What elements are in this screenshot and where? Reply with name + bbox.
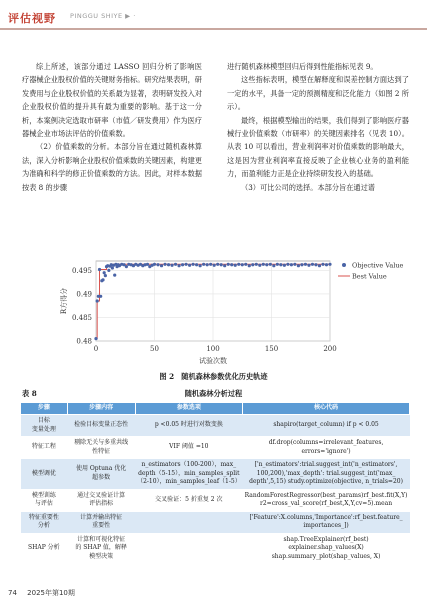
- objective-point: [283, 264, 286, 267]
- objective-point: [220, 263, 223, 266]
- table-cell: RandomForestRegressor(best_params)rf_best.fit(X,Y) r2=cross_val_score(rf_best,X,Y,cv=5).mean: [243, 489, 410, 511]
- objective-point: [237, 263, 240, 266]
- table-row: [21, 489, 410, 511]
- objective-point: [251, 263, 254, 266]
- paragraph: 综上所述，该部分通过 LASSO 回归分析了影响医疗器械企业股权价值的关键财务指标。研究结果表明，研发费用与企业股权价值的关系最为显著，表明研发投入对企业股权价值的提升具有最为重要的影响。基于这一分析，本案例决定选取市研率（市值／研发费用）作为医疗器械企业市场法评估的价值乘数。: [22, 62, 202, 139]
- objective-point: [216, 263, 219, 266]
- table-cell: n_estimators（100-200），max_ depth（5-15），min_samples_split （2-10），min_samples_leaf（1-5）: [135, 459, 243, 490]
- objective-point: [111, 266, 114, 269]
- objective-point: [113, 274, 116, 277]
- table-row: [21, 511, 410, 533]
- objective-point: [181, 263, 184, 266]
- y-tick-label: 0.48: [76, 337, 92, 346]
- table-cell: 使用 Optuna 优化 超参数: [67, 459, 135, 490]
- table-title: 随机森林分析过程: [184, 389, 243, 398]
- table-cell: ['n_estimators':trial.suggest_int('n_estimators', 100,200),'max_depth': trial.suggest_int('max_ depth',5,15) study.optimize(objective, n_trials=20): [243, 459, 410, 490]
- right-column: [227, 60, 409, 194]
- figure-caption: 图 2 随机森林参数优化历史轨迹: [159, 372, 268, 381]
- optimization-history-chart: [40, 253, 420, 373]
- table-row: [21, 459, 410, 490]
- table-header-row: [21, 403, 410, 415]
- objective-point: [103, 271, 106, 274]
- table-header-cell: 核心代码: [243, 403, 410, 415]
- table-row: [21, 415, 410, 437]
- objective-point: [170, 264, 173, 267]
- objective-point: [300, 263, 303, 266]
- objective-point: [184, 263, 187, 266]
- left-column: [22, 60, 202, 194]
- table-cell: 交叉验证：5 折重复 2 次: [135, 489, 243, 511]
- objective-point: [297, 264, 300, 267]
- y-tick-label: 0.49: [76, 290, 92, 299]
- table-header-cell: 参数选项: [135, 403, 243, 415]
- paragraph: 进行随机森林模型回归后得到性能指标见表 9。: [227, 62, 378, 71]
- table-cell: shapiro(target_column) if p < 0.05: [243, 415, 410, 437]
- x-tick-label: 100: [206, 345, 220, 353]
- table-cell: 通过交叉验证计算 评估指标: [67, 489, 135, 511]
- y-tick-label: 0.495: [71, 266, 92, 275]
- issue-label: 2025年第10期: [27, 589, 75, 597]
- objective-point: [209, 263, 212, 266]
- objective-point: [279, 263, 282, 266]
- objective-point: [104, 274, 107, 277]
- objective-point: [293, 263, 296, 266]
- table-cell: 特征重要性 分析: [21, 511, 68, 533]
- objective-point: [286, 263, 289, 266]
- objective-point: [195, 263, 198, 266]
- chart-svg: [40, 253, 420, 373]
- table-cell: df.drop(columns=irrelevant_features, errors='ignore'): [243, 437, 410, 459]
- paragraph: （3）可比公司的选择。本部分旨在通过谱: [241, 182, 375, 192]
- x-tick-label: 150: [264, 345, 279, 353]
- objective-point: [255, 263, 258, 266]
- table-cell: 剔除无关与多重共线 性特征: [67, 437, 135, 459]
- objective-point: [258, 264, 261, 267]
- objective-point: [269, 263, 272, 266]
- table-header-cell: 步骤内容: [67, 403, 135, 415]
- y-axis-label: R方得分: [60, 287, 68, 315]
- objective-point: [213, 264, 216, 267]
- objective-point: [276, 263, 279, 266]
- table-cell: 特征工程: [21, 437, 68, 459]
- objective-point: [101, 278, 104, 281]
- legend-best-label: Best Value: [352, 272, 387, 281]
- x-tick-label: 50: [150, 345, 159, 353]
- objective-point: [328, 263, 331, 266]
- objective-point: [314, 263, 317, 266]
- objective-point: [290, 263, 293, 266]
- page-number: 74: [8, 589, 17, 597]
- objective-point: [188, 264, 191, 267]
- objective-point: [125, 265, 128, 268]
- objective-point: [325, 263, 328, 266]
- table-cell: p <0.05 时进行对数变换: [135, 415, 243, 437]
- objective-point: [227, 263, 230, 266]
- objective-point: [99, 295, 102, 298]
- table-row: [21, 437, 410, 459]
- table-cell: 模型训练 与评估: [21, 489, 68, 511]
- table-cell: shap.TreeExplainer(rf_best) explainer.shap_values(X) shap.summary_plot(shap_values, X): [243, 533, 410, 563]
- objective-point: [146, 263, 149, 266]
- table-cell: 计算和可视化特征 的 SHAP 值，解释 模型决策: [67, 533, 135, 563]
- objective-point: [230, 263, 233, 266]
- x-axis-label: 试验次数: [199, 357, 227, 365]
- objective-point: [248, 264, 251, 267]
- objective-point: [272, 264, 275, 267]
- objective-point: [98, 268, 101, 271]
- objective-point: [241, 263, 244, 266]
- analysis-steps-table: [20, 402, 410, 563]
- y-tick-label: 0.485: [71, 313, 92, 322]
- header-rule: [0, 28, 427, 30]
- objective-point: [234, 264, 237, 267]
- table-header-cell: 步骤: [21, 403, 68, 415]
- objective-point: [153, 263, 156, 266]
- objective-point: [307, 264, 310, 267]
- objective-point: [163, 263, 166, 266]
- paragraph: 最终，根据模型输出的结果，我们得到了影响医疗器械行业价值乘数（市研率）的关键因素排名（见表 10）。从表 10 可以看出，营业利润率对价值乘数的影响最大，这是因为营业利润率直接反映了企业核心业务的盈利能力，而盈利能力正是企业持续研发投入的基础。: [227, 115, 409, 179]
- paragraph: 这些指标表明，模型在解释度和误差控制方面达到了一定的水平，具备一定的预测精度和泛化能力（如图 2 所示）。: [227, 75, 409, 112]
- table-cell: 模型调优: [21, 459, 68, 490]
- objective-point: [206, 263, 209, 266]
- objective-point: [174, 263, 177, 266]
- objective-point: [192, 263, 195, 266]
- table-cell: 目标 变量处理: [21, 415, 68, 437]
- objective-point: [244, 263, 247, 266]
- table-cell: [135, 533, 243, 563]
- legend-objective-marker: [342, 263, 346, 267]
- page-header: [0, 0, 427, 34]
- table-cell: 计算并输出特征 重要性: [67, 511, 135, 533]
- x-tick-label: 200: [323, 345, 337, 353]
- table-cell: ['Feature':X.columns,'Importance':rf_best.feature_ importances_]): [243, 511, 410, 533]
- table-cell: 检验目标变量正态性: [67, 415, 135, 437]
- page-footer: [8, 588, 75, 598]
- table-label: 表 8: [22, 389, 37, 398]
- objective-point: [202, 263, 205, 266]
- objective-point: [177, 264, 180, 267]
- objective-point: [107, 269, 110, 272]
- objective-point: [304, 263, 307, 266]
- objective-point: [311, 263, 314, 266]
- table-cell: SHAP 分析: [21, 533, 68, 563]
- table-row: [21, 533, 410, 563]
- paragraph: （2）价值乘数的分析。本部分旨在通过随机森林算法，深入分析影响企业股权价值乘数的关键因素，构建更为准确和科学的修正价值乘数的方法。因此，对样本数据按表 8 的步骤: [22, 142, 202, 192]
- table-cell: VIF 阈值 =10: [135, 437, 243, 459]
- objective-point: [167, 263, 170, 266]
- objective-point: [94, 337, 97, 340]
- objective-point: [156, 263, 159, 266]
- x-tick-label: 0: [93, 345, 99, 353]
- objective-point: [265, 263, 268, 266]
- table-cell: [135, 511, 243, 533]
- legend-objective-label: Objective Value: [352, 261, 404, 270]
- objective-point: [318, 264, 321, 267]
- journal-section-title: 评估视野: [8, 12, 56, 25]
- journal-section-subtitle: PINGGU SHIYE ▶ ·: [70, 12, 136, 20]
- objective-point: [199, 264, 202, 267]
- objective-point: [160, 264, 163, 267]
- objective-point: [262, 263, 265, 266]
- objective-point: [223, 264, 226, 267]
- objective-point: [321, 263, 324, 266]
- objective-point: [96, 299, 99, 302]
